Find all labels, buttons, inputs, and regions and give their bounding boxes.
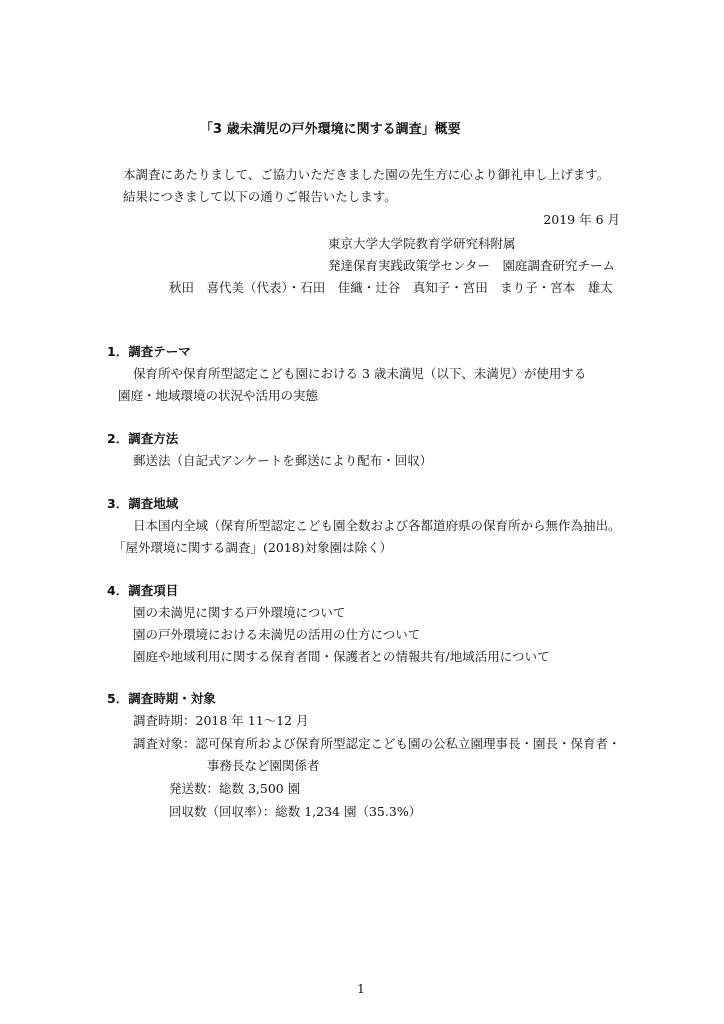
document-title: 「3 歳未満児の戸外環境に関する調査」概要 (200, 122, 461, 137)
section-4-item-1: 園の未満児に関する戸外環境について (133, 605, 346, 620)
section-4-item-3: 園庭や地域利用に関する保育者間・保護者との情報共有/地域活用について (133, 649, 550, 664)
report-date: 2019 年 6 月 (543, 212, 620, 227)
affiliation-line-2: 発達保育実践政策学センター 園庭調査研究チーム (328, 258, 616, 273)
intro-line-1: 本調査にあたりまして、ご協力いただきました園の先生方に心より御礼申し上げます。 (123, 167, 610, 182)
section-4-item-2: 園の戸外環境における未満児の活用の仕方について (133, 627, 421, 642)
section-5-returned-count: 回収数（回収率）：総数 1,234 園（35.3%） (169, 804, 422, 819)
section-5-period: 調査時期：2018 年 11～12 月 (133, 713, 309, 728)
page-number: 1 (357, 981, 365, 996)
affiliation-line-1: 東京大学大学院教育学研究科附属 (328, 236, 516, 251)
intro-line-2: 結果につきまして以下の通りご報告いたします。 (123, 189, 397, 204)
authors-line: 秋田 喜代美（代表）・石田 佳織・辻谷 真知子・宮田 まり子・宮本 雄太 (169, 280, 613, 295)
section-1-heading: 1．調査テーマ (107, 344, 191, 359)
section-3-line-2: 「屋外環境に関する調査」(2018)対象園は除く） (113, 540, 393, 555)
section-5-sent-count: 発送数：総数 3,500 園 (169, 781, 301, 796)
section-1-line-1: 保育所や保育所型認定こども園における 3 歳未満児（以下、未満児）が使用する (133, 366, 587, 381)
section-1-line-2: 園庭・地域環境の状況や活用の実態 (118, 388, 319, 403)
section-2-heading: 2．調査方法 (107, 431, 179, 446)
section-3-line-1: 日本国内全域（保育所型認定こども園全数および各都道府県の保育所から無作為抽出。 (133, 518, 621, 533)
section-4-heading: 4．調査項目 (107, 583, 179, 598)
section-2-line-1: 郵送法（自記式アンケートを郵送により配布・回収） (133, 453, 433, 468)
section-5-target-line-1: 調査対象：認可保育所および保育所型認定こども園の公私立園理事長・園長・保育者・ (133, 736, 621, 751)
section-5-target-line-2: 事務長など園関係者 (207, 758, 320, 773)
section-5-heading: 5．調査時期・対象 (107, 691, 216, 706)
section-3-heading: 3．調査地域 (107, 496, 179, 511)
